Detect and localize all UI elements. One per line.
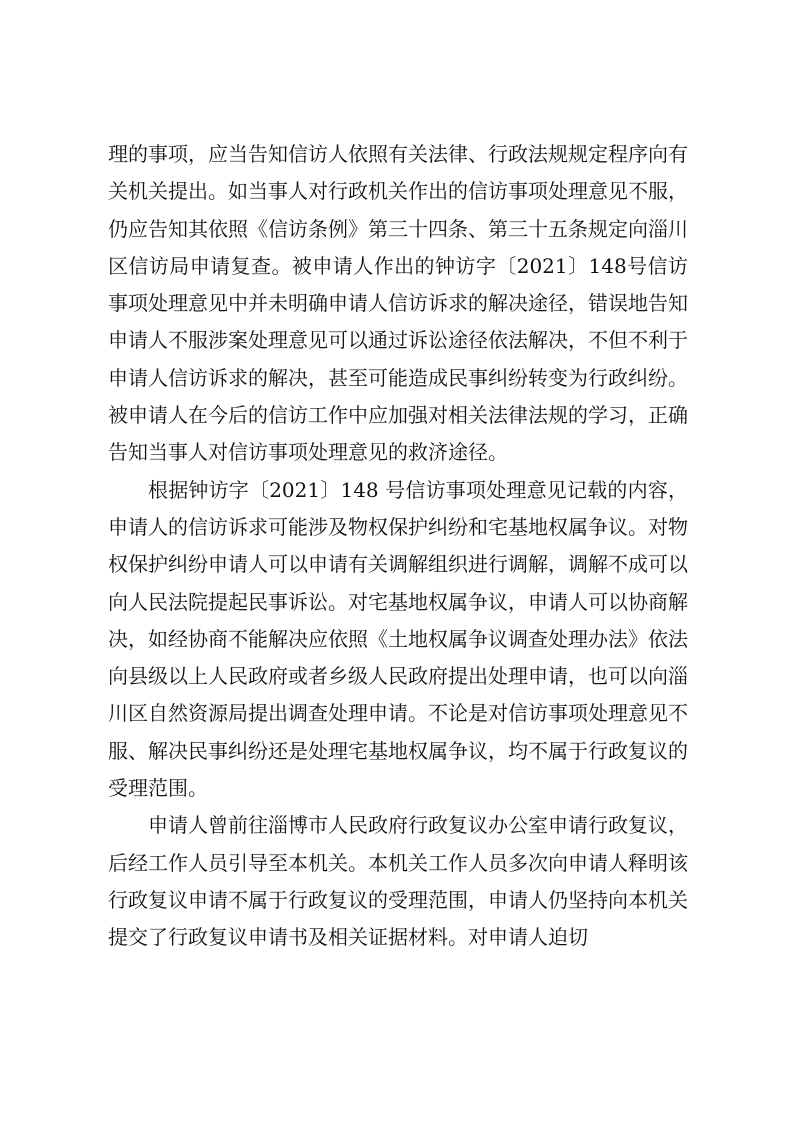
paragraph-3: 申请人曾前往淄博市人民政府行政复议办公室申请行政复议，后经工作人员引导至本机关。本机关工作人员多次向申请人释明该行政复议申请不属于行政复议的受理范围，申请人仍坚持向本机关提交了行政复议申请书及相关证据材料。对申请人迫切 [108, 813, 688, 950]
document-body [108, 136, 688, 957]
paragraph-1: 理的事项，应当告知信访人依照有关法律、行政法规规定程序向有关机关提出。如当事人对行政机关作出的信访事项处理意见不服，仍应告知其依照《信访条例》第三十四条、第三十五条规定向淄川区信访局申请复查。被申请人作出的钟访字〔2021〕148号信访事项处理意见中并未明确申请人信访诉求的解决途径，错误地告知申请人不服涉案处理意见可以通过诉讼途径依法解决，不但不利于申请人信访诉求的解决，甚至可能造成民事纠纷转变为行政纠纷。被申请人在今后的信访工作中应加强对相关法律法规的学习，正确告知当事人对信访事项处理意见的救济途径。 [108, 142, 688, 465]
paragraph-2: 根据钟访字〔2021〕148 号信访事项处理意见记载的内容，申请人的信访诉求可能涉及物权保护纠纷和宅基地权属争议。对物权保护纠纷申请人可以申请有关调解组织进行调解，调解不成可以向人民法院提起民事诉讼。对宅基地权属争议，申请人可以协商解决，如经协商不能解决应依照《土地权属争议调查处理办法》依法向县级以上人民政府或者乡级人民政府提出处理申请，也可以向淄川区自然资源局提出调查处理申请。不论是对信访事项处理意见不服、解决民事纠纷还是处理宅基地权属争议，均不属于行政复议的受理范围。 [108, 477, 688, 801]
